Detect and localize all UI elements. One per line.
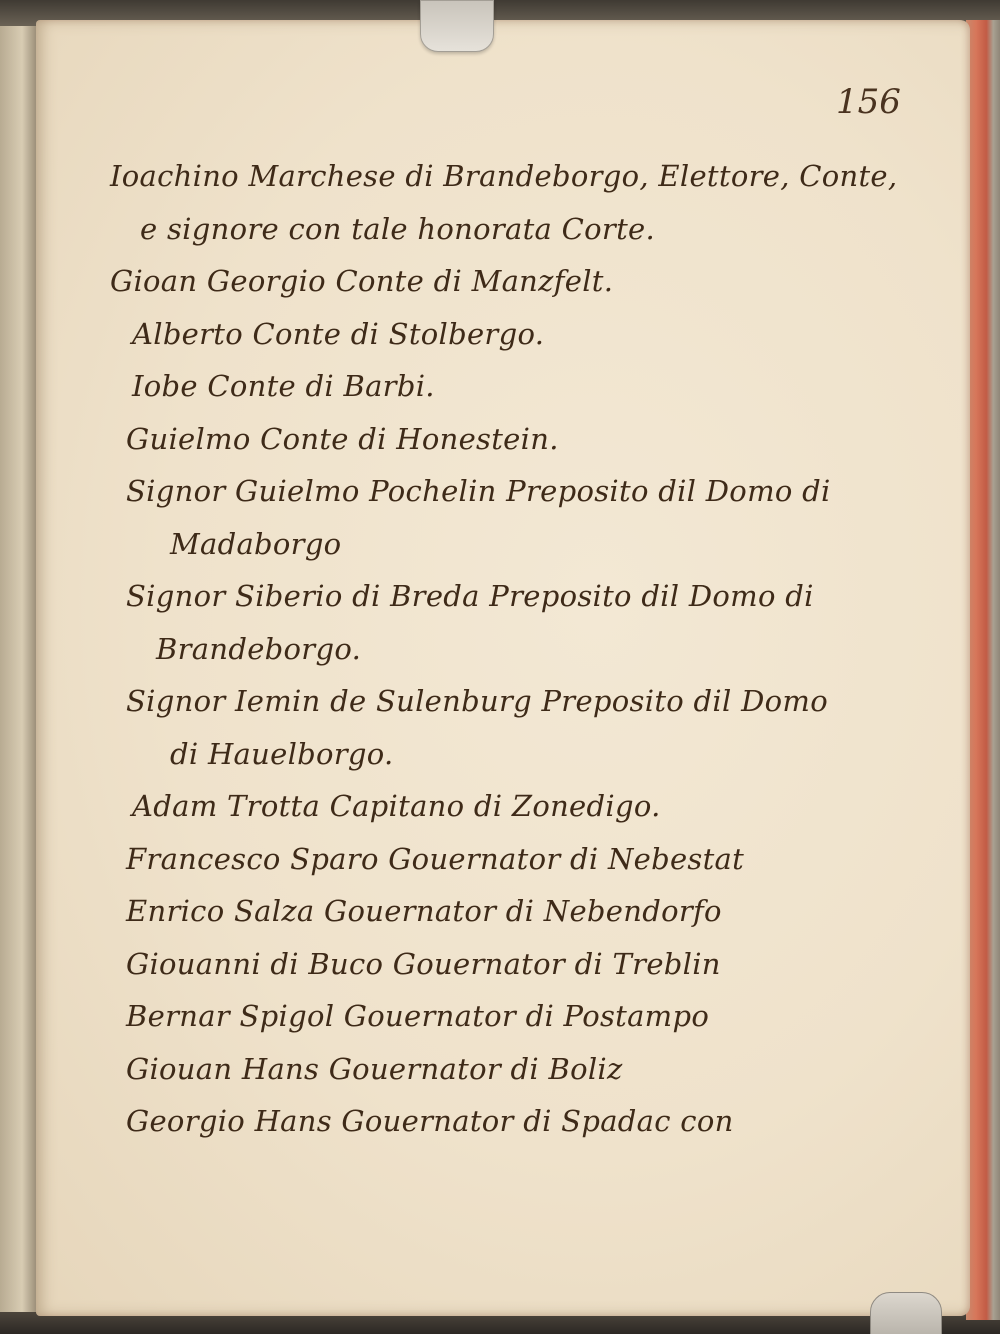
adjacent-page-edge [0, 0, 40, 1334]
red-fore-edge [966, 20, 1000, 1320]
text-line: Brandeborgo. [156, 631, 362, 666]
text-line: Iobe Conte di Barbi. [132, 369, 435, 403]
folio-number: 156 [836, 82, 901, 122]
text-line: e signore con tale honorata Corte. [140, 211, 656, 246]
text-line: Adam Trotta Capitano di Zonedigo. [132, 789, 661, 823]
text-line: Enrico Salza Gouernator di Nebendorfo [126, 894, 722, 928]
text-line: Giouanni di Buco Gouernator di Treblin [126, 946, 721, 981]
text-line: Guielmo Conte di Honestein. [126, 421, 559, 456]
text-line: Francesco Sparo Gouernator di Nebestat [126, 841, 745, 876]
bottom-clip [870, 1292, 942, 1334]
text-line: di Hauelborgo. [170, 736, 394, 771]
handwritten-text-block [110, 150, 898, 1148]
text-line: Gioan Georgio Conte di Manzfelt. [110, 264, 614, 298]
text-line: Signor Siberio di Breda Preposito dil Domo di [126, 579, 814, 613]
text-line: Madaborgo [170, 526, 342, 561]
text-line: Bernar Spigol Gouernator di Postampo [126, 999, 710, 1033]
text-line: Giouan Hans Gouernator di Boliz [126, 1051, 623, 1086]
top-clip [420, 0, 494, 52]
text-line: Signor Guielmo Pochelin Preposito dil Domo di [126, 474, 831, 508]
text-line: Alberto Conte di Stolbergo. [132, 316, 545, 351]
text-line: Ioachino Marchese di Brandeborgo, Elettore, Conte, [110, 159, 898, 193]
text-line: Georgio Hans Gouernator di Spadac con [126, 1104, 734, 1138]
text-line: Signor Iemin de Sulenburg Preposito dil Domo [126, 684, 828, 718]
